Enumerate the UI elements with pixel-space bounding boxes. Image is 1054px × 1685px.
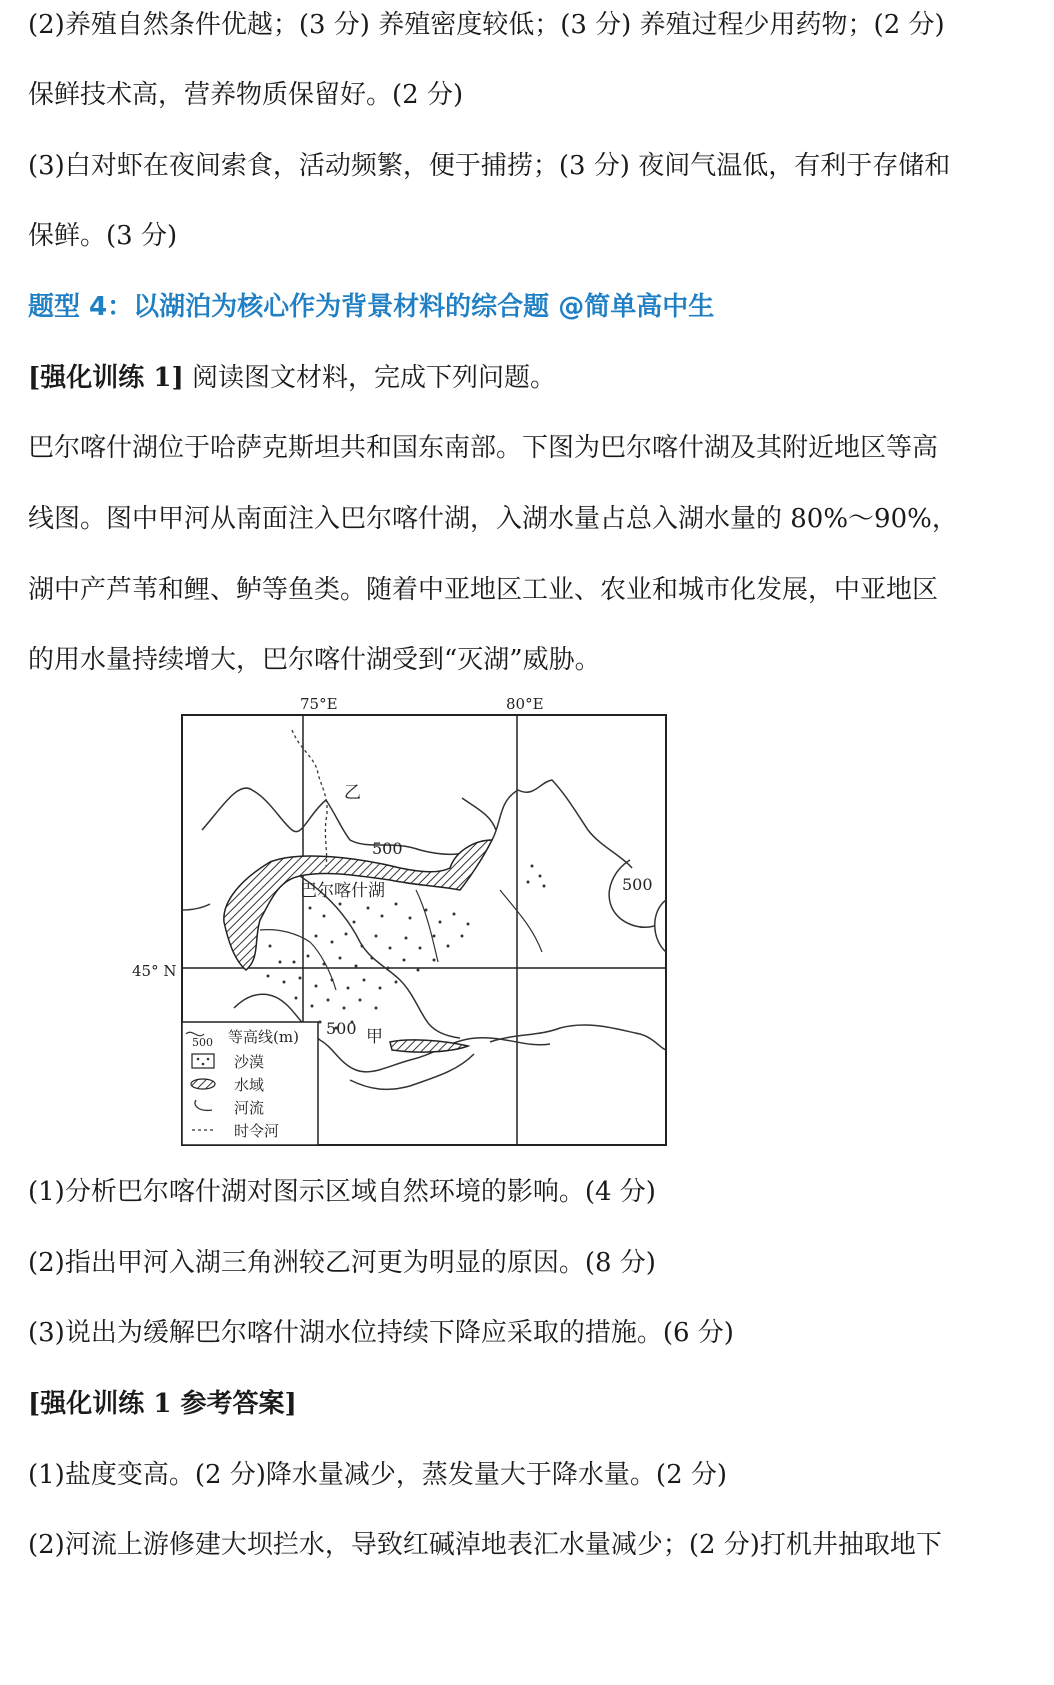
material-line-2: 线图。图中甲河从南面注入巴尔喀什湖，入湖水量占总入湖水量的 80%～90%， (28, 504, 958, 534)
lon-label-80: 80°E (506, 695, 544, 713)
answer-3-line-1: (3)白对虾在夜间索食，活动频繁，便于捕捞；(3 分) 夜间气温低，有利于存储和 (28, 151, 951, 181)
question-1: (1)分析巴尔喀什湖对图示区域自然环境的影响。(4 分) (28, 1177, 656, 1207)
legend-river-label: 河流 (234, 1099, 265, 1117)
legend-desert-label: 沙漠 (234, 1053, 265, 1071)
section-heading: 题型 4：以湖泊为核心作为背景材料的综合题 @简单高中生 (28, 292, 715, 322)
answer-key-2: (2)河流上游修建大坝拦水，导致红碱淖地表汇水量减少；(2 分)打机井抽取地下 (28, 1530, 942, 1560)
label-river-yi: 乙 (344, 783, 361, 803)
exercise-intro (28, 361, 556, 395)
question-3: (3)说出为缓解巴尔喀什湖水位持续下降应采取的措施。(6 分) (28, 1318, 734, 1348)
answer-3-line-2: 保鲜。(3 分) (28, 221, 178, 251)
label-contour-500-south: 500 (326, 1019, 357, 1038)
lat-label-45: 45° N (132, 962, 177, 980)
answer-2-line-1: (2)养殖自然条件优越；(3 分) 养殖密度较低；(3 分) 养殖过程少用药物；(2 分) (28, 10, 945, 40)
material-line-3: 湖中产芦苇和鲤、鲈等鱼类。随着中亚地区工业、农业和城市化发展，中亚地区 (28, 575, 939, 605)
answer-2-line-2: 保鲜技术高，营养物质保留好。(2 分) (28, 80, 464, 110)
legend-contour-label: 等高线(m) (228, 1028, 299, 1046)
label-contour-500-east: 500 (622, 875, 653, 894)
exercise-instruction: 阅读图文材料，完成下列问题。 (192, 363, 557, 393)
material-line-4: 的用水量持续增大，巴尔喀什湖受到“灭湖”威胁。 (28, 645, 601, 675)
legend-water-symbol (191, 1079, 215, 1089)
contour-map (120, 690, 680, 1155)
map-legend (182, 1022, 318, 1145)
answer-key-title: [强化训练 1 参考答案] (28, 1389, 297, 1419)
legend-contour-value: 500 (192, 1036, 213, 1049)
lon-label-75: 75°E (300, 695, 338, 713)
answer-key-1: (1)盐度变高。(2 分)降水量减少，蒸发量大于降水量。(2 分) (28, 1460, 728, 1490)
label-river-jia: 甲 (366, 1027, 383, 1047)
material-line-1: 巴尔喀什湖位于哈萨克斯坦共和国东南部。下图为巴尔喀什湖及其附近地区等高 (28, 433, 939, 463)
legend-water-label: 水域 (234, 1076, 265, 1094)
exercise-label: [强化训练 1] (28, 363, 184, 393)
legend-seasonal-label: 时令河 (234, 1122, 280, 1140)
label-contour-500-north: 500 (372, 839, 403, 858)
label-lake-name: 巴尔喀什湖 (300, 881, 385, 901)
question-2: (2)指出甲河入湖三角洲较乙河更为明显的原因。(8 分) (28, 1248, 656, 1278)
legend-desert-symbol (192, 1054, 214, 1068)
